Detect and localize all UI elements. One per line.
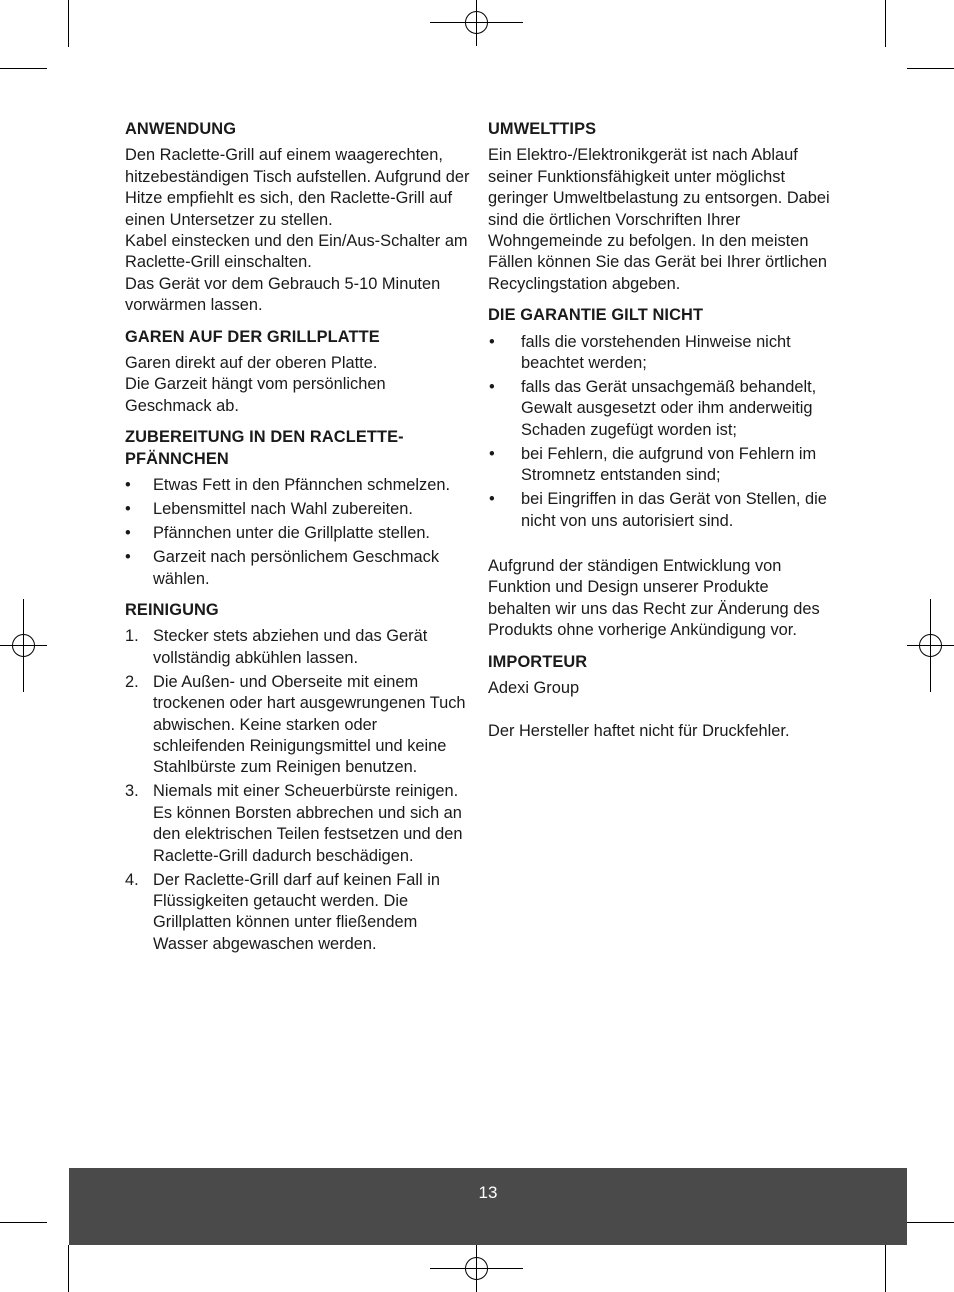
- list-item: [488, 489, 833, 532]
- garantie-list: [488, 332, 833, 532]
- list-item-text: Niemals mit einer Scheuerbürste reinigen. Es können Borsten abbrechen und sich an den elektrischen Teilen festsetzen und den Raclette-Grill dadurch beschädigen.: [153, 782, 463, 865]
- spacer: [488, 700, 833, 721]
- page-number: 13: [478, 1183, 498, 1202]
- garen-paragraph-1: Garen direkt auf der oberen Platte.: [125, 354, 378, 373]
- registration-mark-bottom: [430, 1245, 523, 1292]
- bullet-marker: •: [125, 548, 131, 567]
- list-item-text: Stecker stets abziehen und das Gerät vollständig abkühlen lassen.: [153, 627, 428, 667]
- footer-band: [69, 1168, 907, 1245]
- bullet-marker: •: [125, 476, 131, 495]
- bullet-marker: •: [125, 524, 131, 543]
- list-item-text: Garzeit nach persönlichem Geschmack wählen.: [153, 548, 440, 588]
- list-item-text: Die Außen- und Oberseite mit einem trockenen oder hart ausgewrungenen Tuch abwischen. Keine starken oder schleifenden Reinigungsmittel und keine Stahlbürste zum Reinigen benutzen.: [153, 672, 466, 777]
- list-item: [125, 870, 470, 956]
- bullet-marker: •: [489, 332, 495, 351]
- heading-garantie: DIE GARANTIE GILT NICHT: [488, 306, 704, 325]
- list-item: [488, 377, 833, 441]
- anwendung-paragraph-2: Kabel einstecken und den Ein/Aus-Schalter am Raclette-Grill einschalten.: [125, 232, 468, 272]
- right-column: [488, 119, 833, 752]
- bullet-marker: •: [489, 444, 495, 463]
- anwendung-paragraph-3: Das Gerät vor dem Gebrauch 5-10 Minuten vorwärmen lassen.: [125, 274, 441, 315]
- list-item: [488, 332, 833, 375]
- list-item: [488, 444, 833, 487]
- list-item: [125, 523, 470, 544]
- section-umwelttips: [488, 119, 833, 295]
- list-item: [125, 626, 470, 669]
- section-zubereitung: [125, 427, 470, 590]
- list-item-text: Lebensmittel nach Wahl zubereiten.: [153, 500, 413, 519]
- left-column: [125, 119, 470, 965]
- list-number: 3.: [125, 782, 139, 801]
- section-garen: [125, 327, 470, 418]
- heading-importeur: IMPORTEUR: [488, 652, 588, 671]
- importeur-name: Adexi Group: [488, 679, 580, 698]
- garen-paragraph-2: Die Garzeit hängt vom persönlichen Geschmack ab.: [125, 375, 386, 415]
- list-item-text: Der Raclette-Grill darf auf keinen Fall in Flüssigkeiten getaucht werden. Die Grillplatten können unter fließendem Wasser abgewaschen werden.: [153, 870, 440, 953]
- heading-zubereitung: ZUBEREITUNG IN DEN RACLETTE-PFÄNNCHEN: [125, 428, 404, 468]
- list-number: 2.: [125, 672, 139, 691]
- list-item-text: Etwas Fett in den Pfännchen schmelzen.: [153, 476, 451, 495]
- anwendung-paragraph-1: Den Raclette-Grill auf einem waagerechten, hitzebeständigen Tisch aufstellen. Aufgrund der Hitze empfiehlt es sich, den Raclette-Grill auf einen Untersetzer zu stellen.: [125, 146, 470, 229]
- section-garantie: [488, 305, 833, 641]
- bullet-marker: •: [125, 500, 131, 519]
- registration-mark-left: [0, 599, 47, 692]
- list-item: [125, 672, 470, 779]
- heading-anwendung: ANWENDUNG: [125, 120, 237, 138]
- bullet-marker: •: [489, 490, 495, 509]
- umwelttips-text: Ein Elektro-/Elektronikgerät ist nach Ablauf seiner Funktionsfähigkeit unter möglichst geringer Umweltbelastung zu entsorgen. Dabei sind die örtlichen Vorschriften Ihrer Wohngemeinde zu befolgen. In den meisten Fällen können Sie das Gerät bei Ihrer örtlichen Recyclingstation abgeben.: [488, 146, 830, 293]
- heading-umwelttips: UMWELTTIPS: [488, 120, 597, 138]
- list-item: [125, 499, 470, 520]
- heading-reinigung: REINIGUNG: [125, 600, 219, 619]
- list-item-text: Pfännchen unter die Grillplatte stellen.: [153, 524, 430, 543]
- spacer: [488, 535, 833, 556]
- heading-garen: GAREN AUF DER GRILLPLATTE: [125, 327, 380, 346]
- registration-mark-top: [430, 0, 523, 46]
- list-item: [125, 547, 470, 590]
- list-item-text: bei Eingriffen in das Gerät von Stellen, die nicht von uns autorisiert sind.: [521, 490, 827, 530]
- list-number: 1.: [125, 627, 139, 646]
- list-number: 4.: [125, 870, 139, 889]
- registration-mark-right: [907, 599, 954, 692]
- list-item: [125, 475, 470, 496]
- zubereitung-list: [125, 475, 470, 590]
- disclaimer-text: Der Hersteller haftet nicht für Druckfehler.: [488, 721, 790, 740]
- list-item: [125, 781, 470, 867]
- list-item-text: falls das Gerät unsachgemäß behandelt, Gewalt ausgesetzt oder ihm anderweitig Schaden zugefügt worden ist;: [521, 378, 817, 439]
- list-item-text: falls die vorstehenden Hinweise nicht beachtet werden;: [521, 332, 791, 373]
- section-reinigung: [125, 600, 470, 955]
- garantie-note: Aufgrund der ständigen Entwicklung von Funktion und Design unserer Produkte behalten wir uns das Recht zur Änderung des Produkts ohne vorherige Ankündigung vor.: [488, 557, 820, 640]
- section-anwendung: [125, 119, 470, 317]
- bullet-marker: •: [489, 378, 495, 397]
- list-item-text: bei Fehlern, die aufgrund von Fehlern im Stromnetz entstanden sind;: [521, 444, 817, 485]
- reinigung-list: [125, 626, 470, 955]
- section-importeur: [488, 652, 833, 743]
